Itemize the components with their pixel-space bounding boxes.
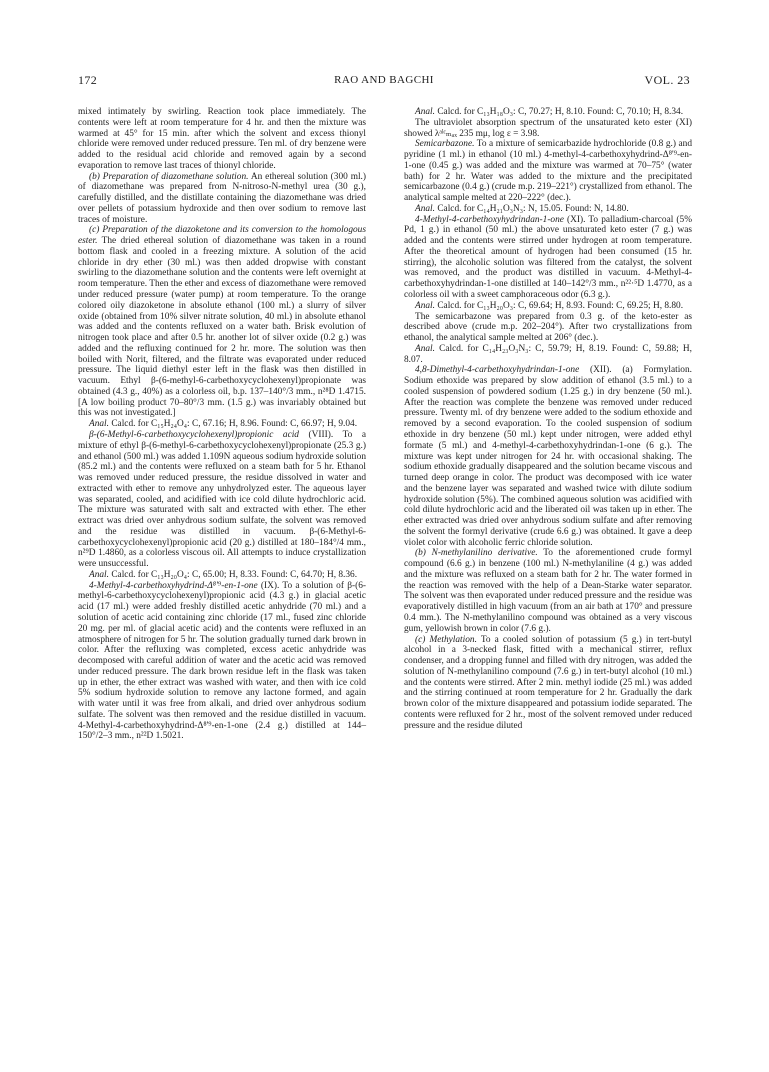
volume-label: VOL. 23	[644, 73, 690, 87]
paragraph-heading: (b) N-methylanilino derivative.	[415, 548, 538, 559]
paragraph-heading: 4,8-Dimethyl-4-carbethoxyhydrindan-1-one	[415, 365, 580, 376]
page-header	[78, 73, 690, 87]
paragraph-heading: Semicarbazone.	[415, 139, 475, 150]
paragraph-heading: Anal.	[415, 300, 435, 311]
paragraph: Anal. Calcd. for C₁₃H₁₈O₃: C, 70.27; H, 8.10. Found: C, 70.10; H, 8.34.	[415, 107, 684, 117]
paragraph: 4-Methyl-4-carbethoxyhydrind-Δ⁸'⁹-en-1-one (IX). To a solution of β-(6-methyl-6-carbethoxycyclohexenyl)propionic acid (4.3 g.) in glacial acetic acid (17 ml.) were added freshly distilled acetic anhydride (70 ml.) and a solution of acetic acid containing zinc chloride (17 ml., fused zinc chloride 20 mg. per ml. of glacial acetic acid) and the contents were refluxed in an atmosphere of nitrogen for 5 hr. The solution gradually turned dark brown in color. After the refluxing was completed, excess acetic anhydride was decomposed with careful addition of water and the acetic acid was removed under reduced pressure. The dark brown residue left in the flask was taken up in ether, the ether extract was washed with water, and then with ice cold 5% sodium hydroxide solution to remove any lactone formed, and again with water until it was free from alkali, and dried over anhydrous sodium sulfate. The solvent was then removed and the residue distilled in vacuum. 4-Methyl-4-carbethoxyhydrind-Δ⁸'⁹-en-1-one (2.4 g.) distilled at 144–150°/2–3 mm., n²²D 1.5021.	[78, 580, 366, 742]
paragraph-heading: Anal.	[415, 343, 435, 354]
paragraph-heading: (c) Preparation of the diazoketone and its conversion to the homologous ester.	[78, 225, 366, 247]
paragraph-heading: (b) Preparation of diazomethane solution.	[89, 171, 249, 182]
paragraph: (b) Preparation of diazomethane solution. An ethereal solution (300 ml.) of diazomethane was prepared from N-nitroso-N-methyl urea (30 g.), carefully distilled, and the distillate containing the diazomethane was dried over pellets of potassium hydroxide and then over sodium to remove last traces of moisture.	[78, 171, 367, 225]
paragraph-heading: Anal.	[415, 203, 435, 214]
paragraph: Semicarbazone. To a mixture of semicarbazide hydrochloride (0.8 g.) and pyridine (1 ml.) in ethanol (10 ml.) 4-methyl-4-carbethoxyhydrind-Δ⁸'⁹-en-1-one (0.45 g.) was added and the mixture was warmed at 70–75° (water bath) for 2 hr. Water was added to the mixture and the precipitated semicarbazone (0.4 g.) (crude m.p. 219–221°) crystallized from ethanol. The analytical sample melted at 220–222° (dec.).	[404, 139, 692, 204]
paragraph-heading: Anal.	[415, 107, 435, 117]
running-title: RAO AND BAGCHI	[334, 74, 434, 86]
paragraph: Anal. Calcd. for C₁₅H₂₄O₄: C, 67.16; H, 8.96. Found: C, 66.97; H, 9.04.	[89, 419, 358, 430]
paragraph-heading: (c) Methylation.	[415, 634, 477, 645]
page-number: 172	[78, 73, 98, 87]
paragraph: (b) N-methylanilino derivative. To the aforementioned crude formyl compound (6.6 g.) in benzene (100 ml.) N-methylaniline (4 g.) was added and the mixture was refluxed on a steam bath for 2 hr. The water formed in the reaction was removed with the help of a Dean-Starke water separator. The solvent was then evaporated under reduced pressure and the residue was evaporatively distilled in high vacuum (from an air bath at 170° and pressure 0.4 mm.). The N-methylanilino compound was obtained as a very viscous gum, yellowish brown in color (7.6 g.).	[404, 548, 692, 634]
paragraph: Anal. Calcd. for C₁₃H₂₀O₄: C, 65.00; H, 8.33. Found: C, 64.70; H, 8.36.	[89, 569, 358, 580]
paragraph: Anal. Calcd. for C₁₃H₂₀O₃: C, 69.64; H, 8.93. Found: C, 69.25; H, 8.80.	[415, 300, 684, 311]
paragraph: Anal. Calcd. for C₁₄H₂₁O₃N₃: N, 15.05. Found: N, 14.80.	[415, 203, 629, 214]
paragraph: (c) Preparation of the diazoketone and its conversion to the homologous ester. The dried ethereal solution of diazomethane was taken in a round bottom flask and cooled in a freezing mixture. A solution of the acid chloride in dry ether (30 ml.) was then added dropwise with constant swirling to the diazomethane solution and the contents were left overnight at room temperature. Then the ether and excess of diazomethane were removed under reduced pressure (water pump) at room temperature. To the orange colored oily diazoketone in absolute ethanol (100 ml.) a slurry of silver oxide (obtained from 10% silver nitrate solution, 40 ml.) in absolute ethanol was added and the contents refluxed on a water bath. Brisk evolution of nitrogen took place and after 0.5 hr. another lot of silver oxide (0.2 g.) was added and the refluxing continued for 2 hr. more. The solution was then boiled with Norit, filtered, and the filtrate was evaporated under reduced pressure. The liquid diethyl ester left in the flask was then distilled in vacuum. Ethyl β-(6-methyl-6-carbethoxycyclohexenyl)propionate was obtained (4.3 g., 40%) as a colorless oil, b.p. 137–140°/3 mm., n²⁸D 1.4715. [A low boiling product 70–80°/3 mm. (1.5 g.) was invariably obtained but this was not investigated.]	[78, 225, 366, 419]
paragraph-heading: β-(6-Methyl-6-carbethoxycyclohexenyl)propionic acid	[89, 429, 299, 440]
paragraph: The semicarbazone was prepared from 0.3 g. of the keto-ester as described above (crude m.p. 202–204°). After two crystallizations from ethanol, the analytical sample melted at 206° (dec.).	[404, 311, 692, 344]
paragraph: (c) Methylation. To a cooled solution of potassium (5 g.) in tert-butyl alcohol in a 3-necked flask, fitted with a mechanical stirrer, reflux condenser, and a dropping funnel and filled with dry nitrogen, was added the solution of N-methylanilino compound (7.6 g.) in tert-butyl alcohol (10 ml.) and the contents were stirred. After 2 min. methyl iodide (25 ml.) was added and the stirring continued at room temperature for 2 hr. Gradually the dark brown color of the mixture disappeared and potassium iodide separated. The contents were refluxed for 2 hr., most of the solvent removed under reduced pressure and the residue diluted	[404, 634, 692, 731]
paragraph: 4-Methyl-4-carbethoxyhydrindan-1-one (XI). To palladium-charcoal (5% Pd, 1 g.) in ethanol (50 ml.) the above unsaturated keto ester (7 g.) was added and the contents were stirred under hydrogen at room temperature. After the theoretical amount of hydrogen had been consumed (15 hr. stirring), the alcoholic solution was filtered from the catalyst, the solvent was removed, and the product was distilled in vacuum. 4-Methyl-4-carbethoxyhydrindan-1-one distilled at 140–142°/3 mm., n²²·⁵D 1.4770, as a colorless oil with a sweet camphoraceous odor (6.3 g.).	[404, 214, 692, 301]
paragraph-heading: Anal.	[89, 419, 109, 430]
paragraph: β-(6-Methyl-6-carbethoxycyclohexenyl)propionic acid (VIII). To a mixture of ethyl β-(6-methyl-6-carbethoxycyclohexenyl)propionate (25.3 g.) and ethanol (500 ml.) was added 1.109N aqueous sodium hydroxide solution (85.2 ml.) and the contents were refluxed on a steam bath for 5 hr. Ethanol was removed under reduced pressure, the residue dissolved in water and extracted with ether to remove any unhydrolyzed ester. The aqueous layer was separated, cooled, and acidified with ice cold dilute hydrochloric acid. The mixture was saturated with salt and extracted with ether. The ether extract was dried over anhydrous sodium sulfate, the solvent was removed and the residue was distilled in vacuum. β-(6-Methyl-6-carbethoxycyclohexenyl)propionic acid (20 g.) distilled at 180–184°/4 mm., n²⁹D 1.4860, as a colorless viscous oil. All attempts to induce crystallization were unsuccessful.	[78, 429, 366, 570]
paragraph-heading: Anal.	[89, 569, 109, 580]
paragraph: The ultraviolet absorption spectrum of the unsaturated keto ester (XI) showed λᵃˡᶜₘₐₓ 235 mμ, log ε = 3.98.	[404, 117, 692, 139]
paragraph-heading: 4-Methyl-4-carbethoxyhydrind-Δ⁸'⁹-en-1-one	[89, 580, 258, 591]
paragraph: Anal. Calcd. for C₁₄H₂₃O₃N₃: C, 59.79; H, 8.19. Found: C, 59.88; H, 8.07.	[404, 343, 692, 365]
paragraph: 4,8-Dimethyl-4-carbethoxyhydrindan-1-one (XII). (a) Formylation. Sodium ethoxide was prepared by slow addition of ethanol (3.5 ml.) to a cooled suspension of powdered sodium (1.25 g.) in dry benzene (50 ml.). After the reaction was complete the benzene was removed under reduced pressure. Twenty ml. of dry benzene were added to the sodium ethoxide and removed by a second evaporation. To the cooled suspension of sodium ethoxide in dry benzene (50 ml.) kept under nitrogen, were added ethyl formate (5 ml.) and 4-methyl-4-carbethoxyhydrindan-1-one (6 g.). The mixture was kept under nitrogen for 24 hr. with occasional shaking. The sodium ethoxide gradually disappeared and the solution became viscous and turned deep orange in color. The product was decomposed with ice water and the benzene layer was separated and washed twice with dilute sodium hydroxide solution (5%). The combined aqueous solution was acidified with cold dilute hydrochloric acid and the liberated oil was taken up in ether. The ether extracted was dried over anhydrous sodium sulfate and after removing the solvent the formyl derivative (crude 6.6 g.) was obtained. It gave a deep violet color with alcoholic ferric chloride solution.	[404, 365, 692, 548]
paragraph-heading: 4-Methyl-4-carbethoxyhydrindan-1-one	[415, 214, 564, 225]
left-column	[78, 107, 366, 742]
paragraph: mixed intimately by swirling. Reaction took place immediately. The contents were left at room temperature for 4 hr. and then the mixture was warmed at 45° for 15 min. after which the solvent and excess thionyl chloride were removed under reduced pressure. Ten ml. of dry benzene were added to the residual acid chloride and removed again by a second evaporation to remove last traces of thionyl chloride.	[78, 107, 366, 171]
right-column	[404, 107, 692, 731]
